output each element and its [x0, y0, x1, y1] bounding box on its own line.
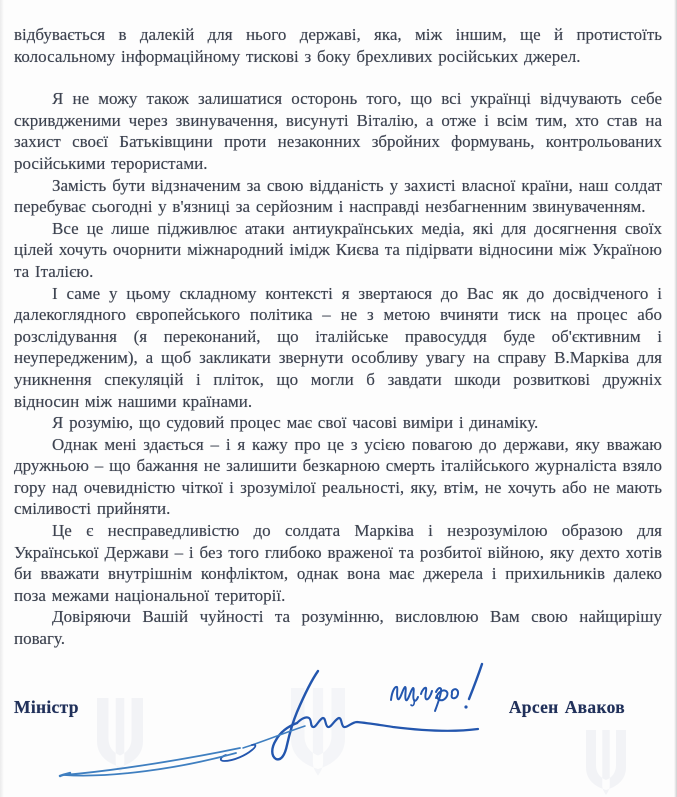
paragraph-7: Однак мені здається – і я кажу про це з усією повагою до держави, яку вважаю дружньою – що бажання не залишити безкарною смерть італійського журналіста взяло гору над очевидністю чіткої і зрозумілої реальності, яку, втім, не хочуть або не мають сміливості прийняти.: [14, 434, 662, 519]
signoff-row: [14, 697, 662, 719]
paragraph-3: Замість бути відзначеним за свою відданість у захисті власної країни, наш солдат перебуває сьогодні у в'язниці за серйозним і насправді незбагненним звинуваченням.: [14, 175, 662, 217]
paragraph-9: Довіряючи Вашій чуйності та розумінню, висловлюю Вам свою найщирішу повагу.: [14, 607, 662, 649]
paragraph-1: відбувається в далекій для нього державі, яка, між іншим, ще й протистоїть колосальному інформаційному тискові з боку брехливих російських джерел.: [14, 25, 662, 66]
paragraph-5: І саме у цьому складному контексті я звертаюся до Вас як до досвідченого і далекоглядного європейського політика – не з метою вчиняти тиск на процес або розслідування (я переконаний, що італійське правосуддя буде об'єктивним і неупередженим), а щоб закликати звернути особливу увагу на справу В.Марківа для уникнення спекуляцій і пліток, що могли б завдати шкоди розвиткові дружніх відносин між нашими країнами.: [14, 283, 662, 411]
minister-name: Арсен Аваков: [508, 696, 625, 717]
minister-title: Міністр: [14, 696, 79, 717]
paragraph-2: Я не можу також залишатися осторонь того, що всі українці відчувають себе скривдженими через звинувачення, висунуті Віталію, а отже і всім тим, хто став на захист своєї Батьківщини проти незаконних збройних формувань, контрольованих російськими терористами.: [14, 89, 662, 173]
paragraph-6: Я розумію, що судовий процес має свої часові виміри і динаміку.: [52, 413, 539, 433]
paragraph-4: Все це лише підживлює атаки антиукраїнських медіа, які для досягнення своїх цілей хочуть очорнити міжнародний імідж Києва та підірвати відносини між Україною та Італією.: [14, 218, 662, 281]
trident-watermark: [578, 730, 634, 797]
paragraph-8: Це є несправедливістю до солдата Марківа і незрозумілою образою для Української Держави – і без того глибоко враженої та розбитої війною, яку дехто хотів би вважати внутрішнім конфліктом, однак вона має джерела і прихильників далеко поза межами національної території.: [14, 521, 662, 605]
